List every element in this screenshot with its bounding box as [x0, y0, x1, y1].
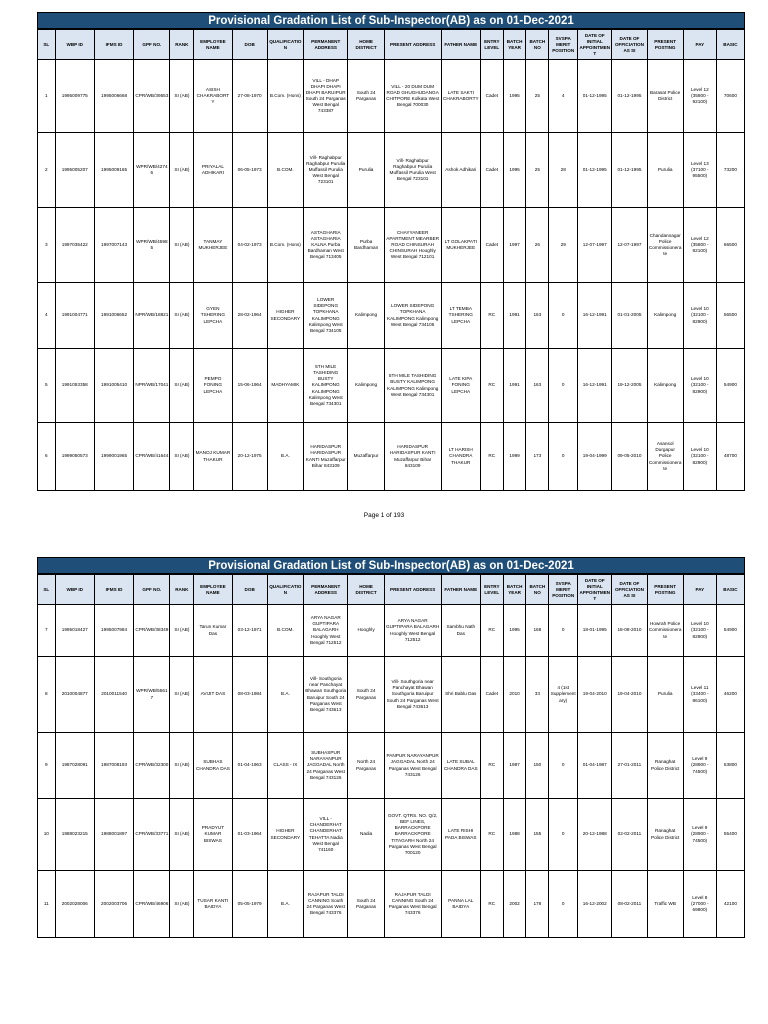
table-cell: RC	[480, 733, 503, 799]
table-cell: 1999050573	[55, 423, 94, 491]
table-cell: 1997007143	[94, 208, 133, 283]
table-cell: 66500	[716, 208, 744, 283]
table-cell: 01-12-1995	[612, 133, 647, 208]
table-cell: 42100	[716, 871, 744, 938]
table-cell: 1995006668	[94, 60, 133, 133]
table-cell: 2	[38, 133, 56, 208]
table-cell: 0	[549, 423, 578, 491]
table-cell: 18-08-2010	[612, 605, 647, 657]
table-cell: 19-04-1999	[578, 423, 612, 491]
column-header: SL	[38, 30, 56, 60]
table-cell: Cadet	[480, 60, 503, 133]
table-cell: 25	[526, 60, 549, 133]
table-cell: GYEN TSHERING LEPCHA	[194, 283, 232, 349]
table-cell: PEMPO FONING LEPCHA	[194, 349, 232, 423]
table-cell: 01-12-1995	[578, 133, 612, 208]
table-cell: 08-02-2011	[612, 871, 647, 938]
table-cell: B.Com. (Hons)	[267, 208, 303, 283]
table-cell: 1995	[503, 133, 526, 208]
table-cell: 173	[526, 423, 549, 491]
table-cell: Purulia	[647, 133, 683, 208]
table-cell: Asansol Durgapur Police Commissionerate	[647, 423, 683, 491]
table-row	[38, 349, 745, 423]
table-cell: WPR/WB/45985	[134, 208, 170, 283]
table-cell: Shri Bablu Das	[441, 657, 480, 733]
table-row	[38, 133, 745, 208]
table-cell: CHAYYANEER APARTMENT MEARBER ROAD CHINSURAH CHINSURAH Hooghly West Bengal 712101	[384, 208, 441, 283]
table-cell: 16-12-1991	[578, 349, 612, 423]
table-cell: Level 10 (32100 - 82900)	[683, 605, 716, 657]
table-cell: 5TH MILE TASHIDING BUSTY KALIMPONG KALIMPONG Kalimpong West Bengal 734301	[303, 349, 348, 423]
table-cell: 1995009775	[55, 60, 94, 133]
table-cell: Sambhu Nath Das	[441, 605, 480, 657]
table-cell: 01-01-2005	[612, 283, 647, 349]
table-cell: Purulia	[348, 133, 384, 208]
table-cell: 2010	[503, 657, 526, 733]
table-cell: 01-04-1963	[232, 733, 267, 799]
table-cell: Level 9 (28900 - 74500)	[683, 733, 716, 799]
table-cell: RC	[480, 349, 503, 423]
column-header: ENTRY LEVEL	[480, 575, 503, 605]
table-cell: CPR/WB/32300	[134, 733, 170, 799]
table-cell: HIGHER SECONDARY	[267, 283, 303, 349]
table-cell: CPR/WB/46906	[134, 871, 170, 938]
table-cell: 28-02-1964	[232, 283, 267, 349]
page-number: Page 1 of 193	[363, 512, 405, 519]
column-header: WBP ID	[55, 30, 94, 60]
column-header: PRESENT POSTING	[647, 575, 683, 605]
table-cell: 8	[38, 657, 56, 733]
table-row	[38, 657, 745, 733]
table-row	[38, 799, 745, 871]
table-cell: Cadet	[480, 208, 503, 283]
column-header: PERMANENT ADDRESS	[303, 575, 348, 605]
column-header: FATHER NAME	[441, 30, 480, 60]
table-cell: 1999001965	[94, 423, 133, 491]
table-cell: South 24 Parganas	[348, 60, 384, 133]
table-cell: 16-12-1991	[578, 283, 612, 349]
column-header: HOME DISTRICT	[348, 30, 384, 60]
column-header: QUALIFICATION	[267, 30, 303, 60]
table-cell: B.A.	[267, 871, 303, 938]
table-cell: WPR/WB/55617	[134, 657, 170, 733]
page-title: Provisional Gradation List of Sub-Inspector(AB) as on 01-Dec-2021	[37, 12, 745, 29]
table-cell: Kalimpong	[348, 283, 384, 349]
column-header: DATE OF OFFICIATION AS SI	[612, 575, 647, 605]
table-cell: ARYA NAGAR GUPTIPARA BALAGARH Hooghly West Bengal 712512	[384, 605, 441, 657]
table-cell: SI (AB)	[170, 423, 194, 491]
table-cell: Ranaghat Police District	[647, 799, 683, 871]
table-cell: 1997035422	[55, 208, 94, 283]
column-header: DOB	[232, 575, 267, 605]
column-header: EMPLOYEE NAME	[194, 30, 232, 60]
table-row	[38, 208, 745, 283]
table-cell: Tarun Kumar Das	[194, 605, 232, 657]
table-cell: TUSAR KANTI BAIDYA	[194, 871, 232, 938]
table-cell: RAJAPUR TALDI CANNING South 24 Parganas West Bengal 743376	[303, 871, 348, 938]
table-cell: 03-12-1971	[232, 605, 267, 657]
table-cell: SI (AB)	[170, 657, 194, 733]
column-header: DOB	[232, 30, 267, 60]
table-cell: 1991	[503, 349, 526, 423]
table-cell: 06-05-1973	[232, 133, 267, 208]
table-cell: 0	[549, 733, 578, 799]
table-cell: 0	[549, 605, 578, 657]
table-cell: HIGHER SECONDARY	[267, 799, 303, 871]
table-cell: VILL - DHAP DHAPI DHAPI DHAPI BARUIPUR South 24 Parganas West Bengal 743387	[303, 60, 348, 133]
table-cell: CLASS - IX	[267, 733, 303, 799]
column-header: BASIC	[716, 575, 744, 605]
table-cell: 01-12-1995	[578, 60, 612, 133]
column-header: FATHER NAME	[441, 575, 480, 605]
table-cell: Purulia	[647, 657, 683, 733]
table-cell: 168	[526, 605, 549, 657]
table-cell: ARYA NAGAR GUPTIPARA BALAGARH Hooghly West Bengal 712512	[303, 605, 348, 657]
table-cell: 56500	[716, 283, 744, 349]
table-cell: South 24 Parganas	[348, 657, 384, 733]
table-cell: 1995009165	[94, 133, 133, 208]
table-cell: 15-06-1964	[232, 349, 267, 423]
table-cell: 1991053358	[55, 349, 94, 423]
table-cell: B.A.	[267, 423, 303, 491]
table-cell: 178	[526, 871, 549, 938]
page-title: Provisional Gradation List of Sub-Inspector(AB) as on 01-Dec-2021	[37, 557, 745, 574]
table-cell: 163	[526, 283, 549, 349]
table-cell: GOVT. QTRS. NO. Q/2, BEF LINES, BARRACKPORE BARRACKPORE TITAGARH North 24 Parganas West Bengal 700120	[384, 799, 441, 871]
table-cell: RAJAPUR TALDI CANNING South 24 Parganas West Bengal 743376	[384, 871, 441, 938]
table-cell: Level 8 (27000 - 69800)	[683, 871, 716, 938]
gradation-page-1	[37, 12, 745, 491]
table-cell: 53800	[716, 733, 744, 799]
table-cell: Level 12 (35800 - 92100)	[683, 60, 716, 133]
table-cell: 1987028091	[55, 733, 94, 799]
gradation-page-2	[37, 557, 745, 938]
column-header: HOME DISTRICT	[348, 575, 384, 605]
table-cell: 08-03-1984	[232, 657, 267, 733]
table-cell: 1991006652	[94, 283, 133, 349]
column-header: BATCH YEAR	[503, 575, 526, 605]
table-cell: 2010004877	[55, 657, 94, 733]
table-cell: Ranaghat Police District	[647, 733, 683, 799]
table-row	[38, 423, 745, 491]
table-cell: SI (AB)	[170, 208, 194, 283]
table-cell: RC	[480, 799, 503, 871]
gradation-table	[37, 29, 745, 491]
table-cell: 2002	[503, 871, 526, 938]
column-header: PRESENT ADDRESS	[384, 30, 441, 60]
table-cell: 4	[38, 283, 56, 349]
table-cell: PRIYALAL ADHIKARI	[194, 133, 232, 208]
table-cell: 54900	[716, 605, 744, 657]
table-cell: 02-02-2011	[612, 799, 647, 871]
table-cell: 01-04-1987	[578, 733, 612, 799]
table-cell: Level 10 (32100 - 82900)	[683, 423, 716, 491]
table-cell: VILL - 20 DUM DUM ROAD GHUGHUDANGA CHITPORE Kolkata West Bengal 700030	[384, 60, 441, 133]
table-cell: TANMAY MUKHERJEE	[194, 208, 232, 283]
table-cell: 01-12-1995	[612, 60, 647, 133]
table-cell: LATE SAKTI CHAKRABORTY	[441, 60, 480, 133]
table-cell: 25	[526, 133, 549, 208]
table-cell: HARIDASPUR HARIDASPUR KANTI Muzaffarpur Bihar 843109	[384, 423, 441, 491]
table-cell: Vill- Southgoria near Panchayat Bhawan Southgoria Baruipur South 24 Parganas West Bengal 743613	[384, 657, 441, 733]
table-cell: NPR/WB/18821	[134, 283, 170, 349]
table-cell: 0	[549, 349, 578, 423]
table-cell: 1987008193	[94, 733, 133, 799]
table-cell: RC	[480, 871, 503, 938]
table-cell: 10	[38, 799, 56, 871]
table-cell: VILL - CHANDERHAT CHANDERHAT TEHATTA Nadia West Bengal 741160	[303, 799, 348, 871]
column-header: PRESENT ADDRESS	[384, 575, 441, 605]
table-cell: CPR/WB/33771	[134, 799, 170, 871]
table-cell: 12-07-1997	[578, 208, 612, 283]
table-cell: Level 11 (33400 - 86100)	[683, 657, 716, 733]
table-cell: 3	[38, 208, 56, 283]
table-cell: B.Com. (Hons)	[267, 60, 303, 133]
table-cell: 1987	[503, 733, 526, 799]
table-cell: 1988023215	[55, 799, 94, 871]
table-cell: 1995	[503, 605, 526, 657]
table-cell: CPR/WB/41644	[134, 423, 170, 491]
table-cell: 1991	[503, 283, 526, 349]
table-cell: Howrah Police Commissionerate	[647, 605, 683, 657]
column-header: PAY	[683, 575, 716, 605]
table-cell: SI (AB)	[170, 349, 194, 423]
table-cell: 2010011540	[94, 657, 133, 733]
table-cell: 20-12-1988	[578, 799, 612, 871]
table-cell: 11	[38, 871, 56, 938]
table-cell: SI (AB)	[170, 283, 194, 349]
table-cell: LT GOLAKPATI MUKHERJEE	[441, 208, 480, 283]
column-header: GPF NO.	[134, 30, 170, 60]
table-cell: AVIJIT DAS	[194, 657, 232, 733]
table-cell: 05-05-1979	[232, 871, 267, 938]
table-cell: WPR/WB/42746	[134, 133, 170, 208]
table-cell: 04-02-1973	[232, 208, 267, 283]
table-cell: 2002028006	[55, 871, 94, 938]
table-cell: CPR/WB/38349	[134, 605, 170, 657]
table-cell: North 24 Parganas	[348, 733, 384, 799]
table-cell: CPR/WB/39553	[134, 60, 170, 133]
column-header: PERMANENT ADDRESS	[303, 30, 348, 60]
column-header: IFMS ID	[94, 30, 133, 60]
column-header: IFMS ID	[94, 575, 133, 605]
table-cell: 19-04-2010	[612, 657, 647, 733]
table-cell: 27-08-1970	[232, 60, 267, 133]
table-cell: 4	[549, 60, 578, 133]
table-cell: 1995018427	[55, 605, 94, 657]
table-cell: SUBHASPUR NARAYANPUR JAGGADAL North 24 Parganas West Bengal 743126	[303, 733, 348, 799]
table-cell: LOWER SIDEPONG TOPKHANA KALIMPONG Kalimpong West Bengal 734105	[384, 283, 441, 349]
table-cell: 27-01-2011	[612, 733, 647, 799]
table-row	[38, 733, 745, 799]
table-cell: Level 13 (37100 - 95500)	[683, 133, 716, 208]
table-cell: RC	[480, 423, 503, 491]
table-cell: 70600	[716, 60, 744, 133]
table-cell: 1988	[503, 799, 526, 871]
column-header: SL	[38, 575, 56, 605]
table-cell: NPR/WB/17041	[134, 349, 170, 423]
table-cell: 5	[38, 349, 56, 423]
table-cell: 163	[526, 349, 549, 423]
table-cell: LT HARISH CHANDRA THAKUR	[441, 423, 480, 491]
table-cell: 26	[526, 208, 549, 283]
table-cell: 1991005410	[94, 349, 133, 423]
table-cell: ASTAGHARIA ASTAGHARIA KALNA Purba Bardhaman West Bengal 713405	[303, 208, 348, 283]
table-cell: 29	[549, 208, 578, 283]
column-header: PAY	[683, 30, 716, 60]
table-row	[38, 60, 745, 133]
table-cell: Kalimpong	[647, 349, 683, 423]
table-cell: HARIDASPUR HARIDASPUR KANTI Muzaffarpur Bihar 843109	[303, 423, 348, 491]
table-cell: 33	[526, 657, 549, 733]
table-cell: Purba Bardhaman	[348, 208, 384, 283]
table-cell: 19-12-2005	[612, 349, 647, 423]
table-cell: PANPUR NARAYANPUR JAGGADAL North 24 Parganas West Bengal 743126	[384, 733, 441, 799]
table-cell: 7	[38, 605, 56, 657]
table-row	[38, 871, 745, 938]
table-cell: SUBHAS CHANDRA DAS	[194, 733, 232, 799]
table-cell: Vill- Raghabpur Raghabpur Purulia Muffassil Purulia West Bengal 723101	[384, 133, 441, 208]
table-cell: LOWER SIDEPONG TOPKHANA KALIMPONG Kalimpong West Bengal 734105	[303, 283, 348, 349]
table-cell: 54900	[716, 349, 744, 423]
table-cell: RC	[480, 283, 503, 349]
table-cell: 5TH MILE TASHIDING BUSTY KALIMPONG KALIMPONG Kalimpong West Bengal 734301	[384, 349, 441, 423]
table-cell: 1995005207	[55, 133, 94, 208]
table-cell: Cadet	[480, 657, 503, 733]
table-cell: 9	[38, 733, 56, 799]
table-cell: 48700	[716, 423, 744, 491]
column-header: BATCH NO	[526, 575, 549, 605]
table-cell: 1997	[503, 208, 526, 283]
table-cell: 4 (1st Supplementary)	[549, 657, 578, 733]
column-header: RANK	[170, 575, 194, 605]
table-cell: 155	[526, 799, 549, 871]
table-cell: SI (AB)	[170, 733, 194, 799]
table-cell: SI (AB)	[170, 799, 194, 871]
table-cell: LATE KIPA FONING LEPCHA	[441, 349, 480, 423]
table-cell: 19-04-2010	[578, 657, 612, 733]
table-cell: 18-01-1995	[578, 605, 612, 657]
column-header: EMPLOYEE NAME	[194, 575, 232, 605]
table-cell: 46200	[716, 657, 744, 733]
table-cell: Level 10 (32100 - 82900)	[683, 283, 716, 349]
table-cell: 1991004771	[55, 283, 94, 349]
column-header: BASIC	[716, 30, 744, 60]
column-header: DATE OF OFFICIATION AS SI	[612, 30, 647, 60]
column-header: ENTRY LEVEL	[480, 30, 503, 60]
table-cell: Hooghly	[348, 605, 384, 657]
table-cell: 0	[549, 799, 578, 871]
table-cell: Nadia	[348, 799, 384, 871]
table-cell: PRADYUT KUMAR BISWAS	[194, 799, 232, 871]
table-cell: RC	[480, 605, 503, 657]
column-header: QUALIFICATION	[267, 575, 303, 605]
table-cell: LATE SUBAL CHANDRA DAS	[441, 733, 480, 799]
table-cell: B.A.	[267, 657, 303, 733]
table-cell: 1995	[503, 60, 526, 133]
table-cell: South 24 Parganas	[348, 871, 384, 938]
table-cell: Traffic WB	[647, 871, 683, 938]
table-cell: 1988001897	[94, 799, 133, 871]
table-cell: Level 9 (28900 - 74500)	[683, 799, 716, 871]
column-header: GPF NO.	[134, 575, 170, 605]
column-header: DATE OF INITIAL APPOINTMENT	[578, 30, 612, 60]
table-cell: 0	[549, 283, 578, 349]
table-cell: 2002003706	[94, 871, 133, 938]
table-cell: Muzaffarpur	[348, 423, 384, 491]
table-cell: Ashok Adhikari	[441, 133, 480, 208]
table-cell: 55400	[716, 799, 744, 871]
table-cell: Chandannagar Police Commissionerate	[647, 208, 683, 283]
table-cell: PANNA LAL BAIDYA	[441, 871, 480, 938]
table-cell: Barasat Police District	[647, 60, 683, 133]
table-cell: 16-12-2002	[578, 871, 612, 938]
column-header: BATCH NO	[526, 30, 549, 60]
table-cell: Vill- Raghabpur Raghabpur Purulia Muffassil Purulia West Bengal 723101	[303, 133, 348, 208]
table-cell: B.COM.	[267, 605, 303, 657]
table-cell: 6	[38, 423, 56, 491]
table-row	[38, 605, 745, 657]
table-cell: 20-12-1975	[232, 423, 267, 491]
column-header: RANK	[170, 30, 194, 60]
table-cell: SI (AB)	[170, 605, 194, 657]
table-cell: 0	[549, 871, 578, 938]
column-header: SVSPA MERIT POSITION	[549, 30, 578, 60]
table-cell: ASISH CHAKRABORTY	[194, 60, 232, 133]
table-cell: 28	[549, 133, 578, 208]
table-cell: Cadet	[480, 133, 503, 208]
table-header-row	[38, 575, 745, 605]
table-cell: B.COM.	[267, 133, 303, 208]
table-cell: SI (AB)	[170, 60, 194, 133]
table-row	[38, 283, 745, 349]
table-cell: Kalimpong	[647, 283, 683, 349]
table-cell: Level 10 (32100 - 82900)	[683, 349, 716, 423]
table-cell: SI (AB)	[170, 133, 194, 208]
column-header: PRESENT POSTING	[647, 30, 683, 60]
column-header: SVSPA MERIT POSITION	[549, 575, 578, 605]
table-cell: Kalimpong	[348, 349, 384, 423]
table-cell: LATE RISHI PADA BISWAS	[441, 799, 480, 871]
table-cell: 1995007984	[94, 605, 133, 657]
column-header: WBP ID	[55, 575, 94, 605]
table-header-row	[38, 30, 745, 60]
table-cell: 01-03-1964	[232, 799, 267, 871]
table-cell: 1	[38, 60, 56, 133]
table-cell: Level 12 (35800 - 92100)	[683, 208, 716, 283]
table-cell: 1999	[503, 423, 526, 491]
column-header: DATE OF INITIAL APPOINTMENT	[578, 575, 612, 605]
table-cell: MANOJ KUMAR THAKUR	[194, 423, 232, 491]
table-cell: 150	[526, 733, 549, 799]
column-header: BATCH YEAR	[503, 30, 526, 60]
table-cell: 73200	[716, 133, 744, 208]
table-cell: LT TEMBA TSHERING LEPCHA	[441, 283, 480, 349]
table-cell: 12-07-1997	[612, 208, 647, 283]
gradation-table	[37, 574, 745, 938]
table-cell: MADHYAMIK	[267, 349, 303, 423]
table-cell: 09-05-2010	[612, 423, 647, 491]
table-cell: SI (AB)	[170, 871, 194, 938]
table-cell: Vill- Southgoria near Panchayat Bhawan Southgoria Baruipur South 24 Parganas West Bengal 743613	[303, 657, 348, 733]
